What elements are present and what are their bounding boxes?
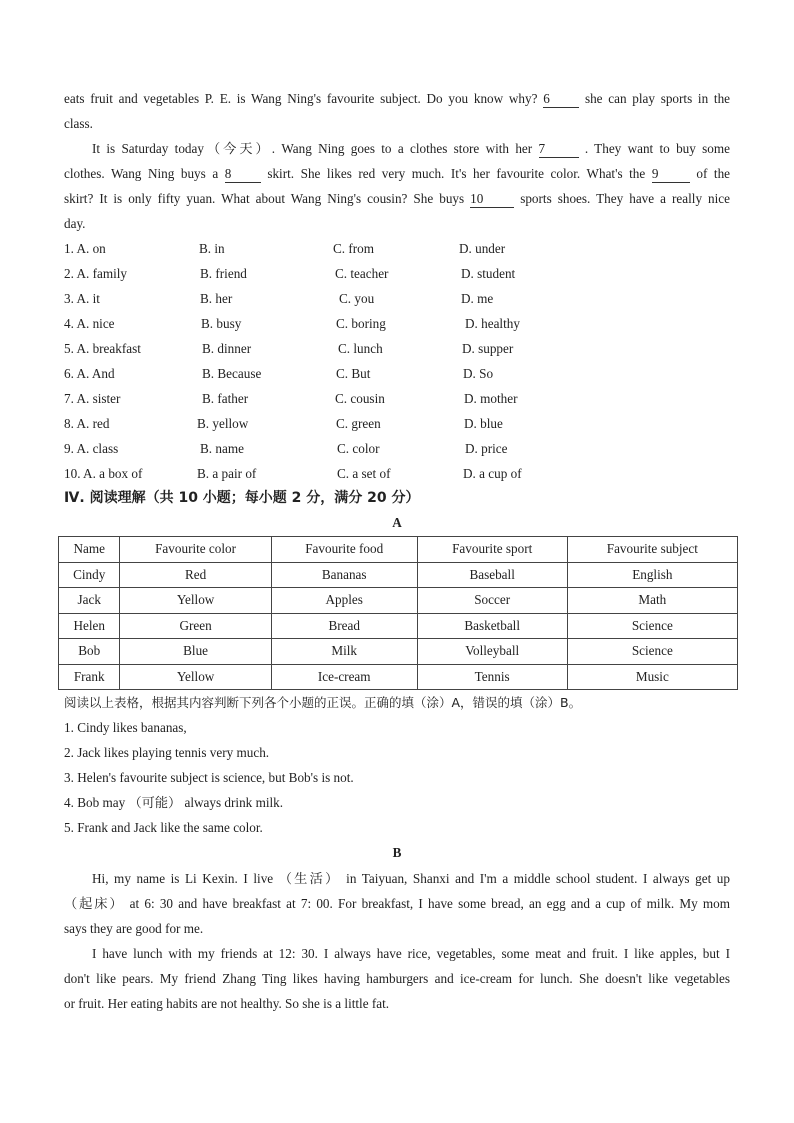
option-c: C. color: [337, 441, 380, 456]
section-heading: Ⅳ. 阅读理解（共 10 小题；每小题 2 分，满分 20 分）: [64, 490, 420, 506]
table-cell: Music: [567, 664, 737, 690]
instruction-text: 阅读以上表格，根据其内容判断下列各个小题的正误。正确的填（涂）A，错误的填（涂）B。: [64, 695, 582, 710]
option-c: C. lunch: [338, 341, 383, 356]
table-cell: Bananas: [271, 562, 417, 588]
document-page: [64, 86, 730, 1016]
table-cell: Soccer: [417, 588, 567, 614]
table-row: [59, 588, 738, 614]
option-c: C. a set of: [337, 466, 391, 481]
table-cell: Apples: [271, 588, 417, 614]
table-cell: Frank: [59, 664, 120, 690]
passage-text: clothes. Wang Ning buys a: [64, 166, 219, 181]
option-row: [64, 311, 730, 336]
option-b: B. busy: [201, 316, 242, 331]
table-header: Name: [59, 537, 120, 563]
option-d: D. blue: [464, 416, 503, 431]
passage-line-3: [64, 136, 730, 161]
option-row: [64, 361, 730, 386]
option-b: B. dinner: [202, 341, 252, 356]
blank-9: 9: [652, 166, 690, 183]
table-header-row: [59, 537, 738, 563]
option-a: 7. A. sister: [64, 391, 121, 406]
option-b: B. name: [200, 441, 244, 456]
option-row: [64, 286, 730, 311]
option-b: B. Because: [202, 366, 262, 381]
table-cell: Ice-cream: [271, 664, 417, 690]
table-header: Favourite color: [120, 537, 271, 563]
option-c: C. But: [336, 366, 371, 381]
table-cell: Bob: [59, 639, 120, 665]
option-d: D. supper: [462, 341, 514, 356]
option-a: 1. A. on: [64, 241, 106, 256]
table-cell: Green: [120, 613, 271, 639]
option-d: D. student: [461, 266, 516, 281]
option-b: B. her: [200, 291, 233, 306]
passage-text: skirt? It is only fifty yuan. What about Wang Ning's cousin? She buys: [64, 191, 465, 206]
favourites-table: [58, 536, 738, 690]
option-b: B. in: [199, 241, 225, 256]
table-cell: Jack: [59, 588, 120, 614]
option-d: D. under: [459, 241, 506, 256]
passage-text: It is Saturday today（今天）. Wang Ning goes to a clothes store with her: [92, 141, 533, 156]
statement-4: 4. Bob may （可能） always drink milk.: [64, 795, 284, 810]
option-a: 6. A. And: [64, 366, 115, 381]
option-b: B. friend: [200, 266, 247, 281]
blank-8: 8: [225, 166, 261, 183]
option-a: 3. A. it: [64, 291, 100, 306]
blank-7: 7: [539, 141, 579, 158]
table-cell: English: [567, 562, 737, 588]
option-b: B. yellow: [197, 416, 249, 431]
blank-6: 6: [543, 91, 579, 108]
table-header: Favourite food: [271, 537, 417, 563]
option-b: B. a pair of: [197, 466, 257, 481]
passage-text: . They want to buy some: [584, 141, 731, 156]
passage-b-line: I have lunch with my friends at 12: 30. I always have rice, vegetables, some meat and fruit. I like apples, but I: [92, 946, 730, 961]
statement-1: 1. Cindy likes bananas,: [64, 720, 187, 735]
options-list: [64, 236, 730, 486]
table-cell: Blue: [120, 639, 271, 665]
table-row: [59, 639, 738, 665]
option-c: C. boring: [336, 316, 386, 331]
table-cell: Basketball: [417, 613, 567, 639]
table-row: [59, 664, 738, 690]
option-row: [64, 261, 730, 286]
option-c: C. cousin: [335, 391, 385, 406]
passage-text: skirt. She likes red very much. It's her favourite color. What's the: [267, 166, 646, 181]
option-d: D. mother: [464, 391, 518, 406]
passage-b-line: （起床） at 6: 30 and have breakfast at 7: 00. For breakfast, I have some bread, an egg and a cup of milk. My mom: [64, 896, 730, 911]
option-row: [64, 386, 730, 411]
table-cell: Volleyball: [417, 639, 567, 665]
passage-b-line: or fruit. Her eating habits are not healthy. So she is a little fat.: [64, 996, 390, 1011]
table-row: [59, 613, 738, 639]
passage-line-5: [64, 186, 730, 211]
passage-line-6: day.: [64, 216, 86, 231]
option-a: 5. A. breakfast: [64, 341, 141, 356]
part-b-title: B: [392, 845, 402, 860]
table-cell: Milk: [271, 639, 417, 665]
option-a: 9. A. class: [64, 441, 119, 456]
table-cell: Science: [567, 613, 737, 639]
option-a: 4. A. nice: [64, 316, 115, 331]
passage-text: of the: [696, 166, 731, 181]
part-a-title: A: [392, 515, 402, 530]
passage-text: sports shoes. They have a really nice: [520, 191, 731, 206]
option-row: [64, 436, 730, 461]
option-row: [64, 411, 730, 436]
passage-line-4: [64, 161, 730, 186]
option-d: D. healthy: [465, 316, 520, 331]
option-c: C. green: [336, 416, 381, 431]
option-b: B. father: [202, 391, 249, 406]
table-cell: Cindy: [59, 562, 120, 588]
blank-10: 10: [470, 191, 514, 208]
statement-3: 3. Helen's favourite subject is science, but Bob's is not.: [64, 770, 354, 785]
option-a: 8. A. red: [64, 416, 110, 431]
option-d: D. me: [461, 291, 494, 306]
option-c: C. teacher: [335, 266, 389, 281]
passage-b-line: don't like pears. My friend Zhang Ting likes having hamburgers and ice-cream for lunch. She doesn't like vegetables: [64, 971, 730, 986]
passage-line-2: class.: [64, 116, 93, 131]
table-cell: Tennis: [417, 664, 567, 690]
table-cell: Bread: [271, 613, 417, 639]
option-row: [64, 236, 730, 261]
passage-text: eats fruit and vegetables P. E. is Wang Ning's favourite subject. Do you know why?: [64, 91, 538, 106]
option-d: D. So: [463, 366, 494, 381]
option-row: [64, 461, 730, 486]
table-row: [59, 562, 738, 588]
option-a: 10. A. a box of: [64, 466, 143, 481]
table-cell: Helen: [59, 613, 120, 639]
table-cell: Baseball: [417, 562, 567, 588]
option-c: C. you: [339, 291, 375, 306]
passage-line-1: [64, 86, 730, 111]
option-d: D. price: [465, 441, 508, 456]
table-cell: Yellow: [120, 664, 271, 690]
table-cell: Yellow: [120, 588, 271, 614]
option-d: D. a cup of: [463, 466, 522, 481]
table-header: Favourite sport: [417, 537, 567, 563]
passage-b-line: Hi, my name is Li Kexin. I live （生活） in Taiyuan, Shanxi and I'm a middle school student. I always get up: [92, 871, 730, 886]
passage-b-line: says they are good for me.: [64, 921, 204, 936]
option-row: [64, 336, 730, 361]
option-a: 2. A. family: [64, 266, 128, 281]
passage-text: she can play sports in the: [584, 91, 731, 106]
statement-2: 2. Jack likes playing tennis very much.: [64, 745, 270, 760]
table-cell: Red: [120, 562, 271, 588]
table-cell: Science: [567, 639, 737, 665]
statement-5: 5. Frank and Jack like the same color.: [64, 820, 263, 835]
table-header: Favourite subject: [567, 537, 737, 563]
table-cell: Math: [567, 588, 737, 614]
option-c: C. from: [333, 241, 375, 256]
